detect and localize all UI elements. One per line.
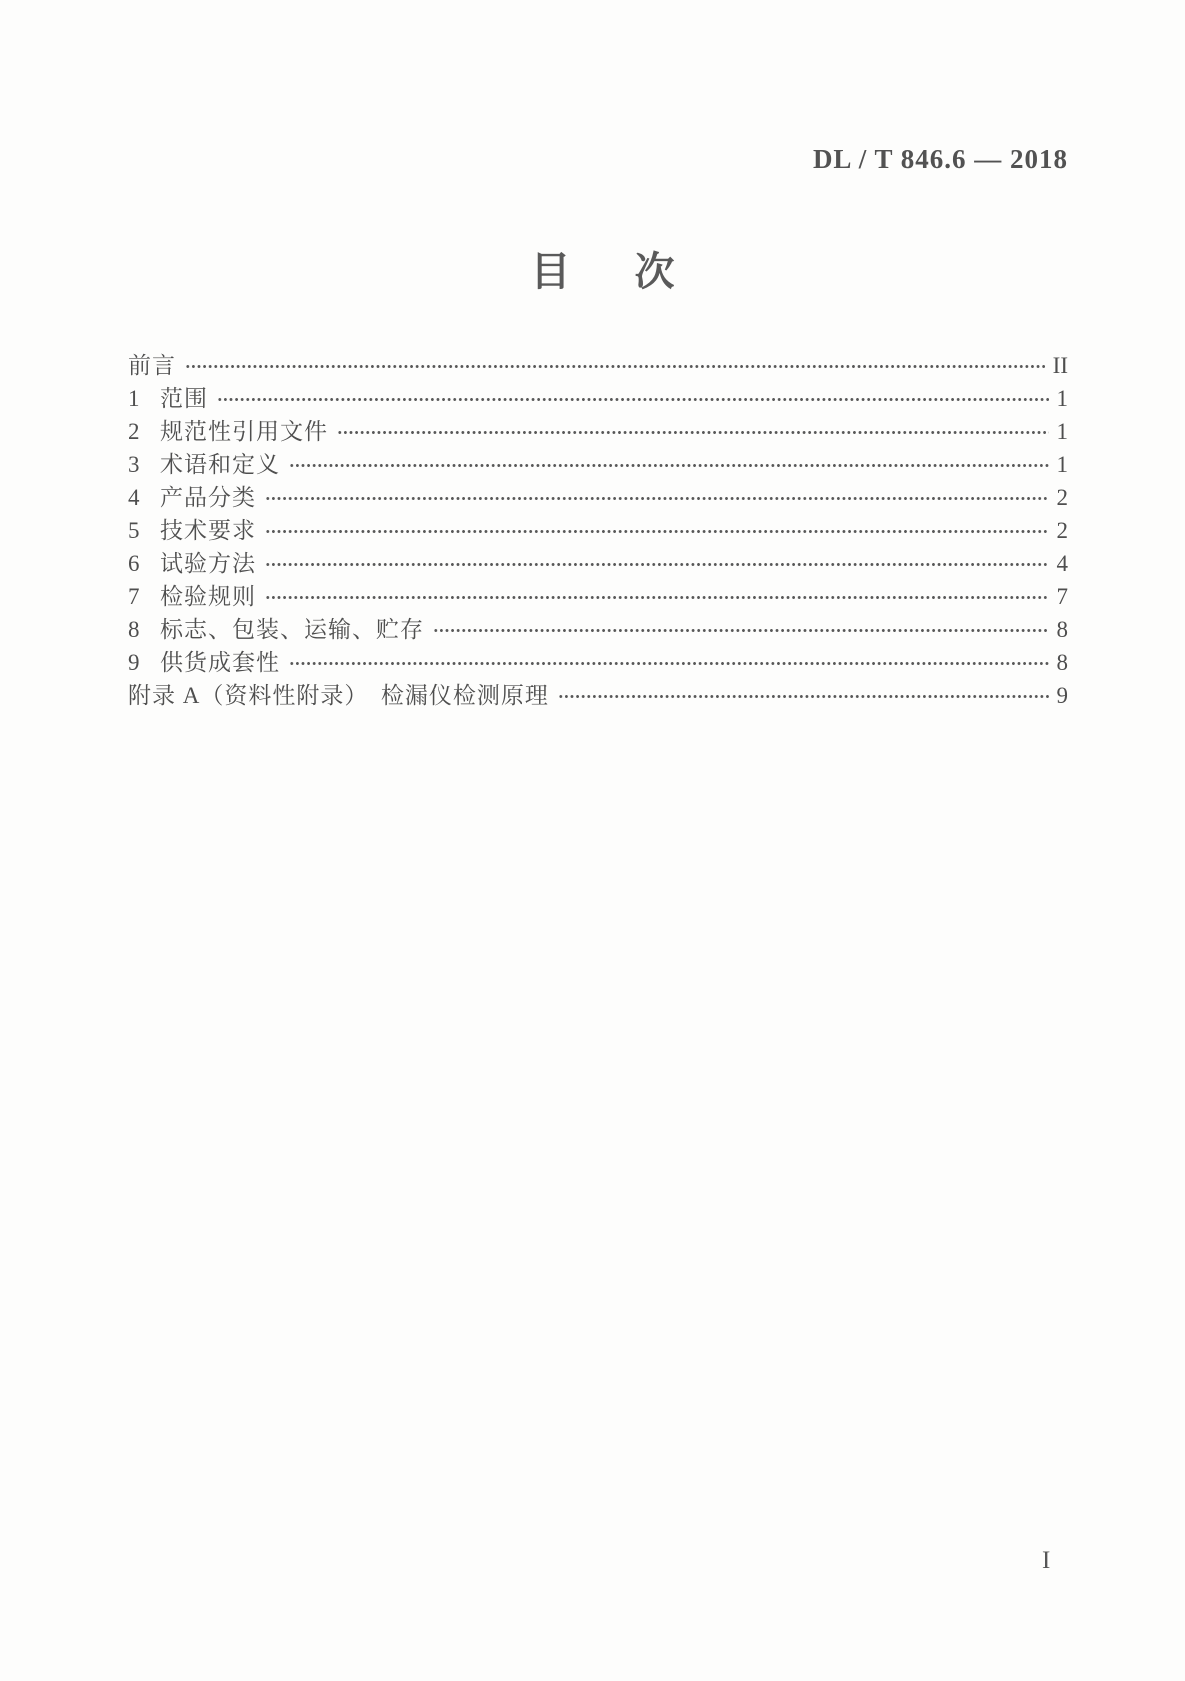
toc-entry-label: 术语和定义	[160, 452, 280, 477]
toc-entry	[128, 382, 1068, 415]
toc-leader-dots	[558, 679, 1049, 712]
toc-entry-number: 1	[128, 386, 140, 411]
toc-entry-label: 前言	[128, 353, 176, 378]
toc-leader-dots	[289, 448, 1049, 481]
toc-entry-number: 7	[128, 584, 140, 609]
page-title: 目 次	[530, 249, 687, 294]
toc-entry	[128, 349, 1068, 382]
toc-entry	[128, 646, 1068, 679]
toc-leader-dots	[265, 547, 1049, 580]
toc-entry-label: 产品分类	[160, 485, 256, 510]
toc-leader-dots	[217, 382, 1049, 415]
toc-entry-number: 8	[128, 617, 140, 642]
toc-entry-page: 8	[1056, 617, 1068, 642]
toc-entry-page: 1	[1056, 452, 1068, 477]
toc-entry-label: 供货成套性	[160, 650, 280, 675]
toc-entry-label: 规范性引用文件	[160, 419, 328, 444]
toc-entry-number: 6	[128, 551, 140, 576]
toc-leader-dots	[265, 580, 1049, 613]
toc-entry	[128, 415, 1068, 448]
toc-entry-number: 9	[128, 650, 140, 675]
toc-leader-dots	[265, 514, 1049, 547]
toc-leader-dots	[337, 415, 1049, 448]
toc-leader-dots	[185, 349, 1045, 382]
toc-entry-label: 标志、包装、运输、贮存	[160, 617, 424, 642]
toc-entry-page: 4	[1056, 551, 1068, 576]
toc-entry-number: 2	[128, 419, 140, 444]
toc-leader-dots	[433, 613, 1049, 646]
toc-entry-label: 试验方法	[160, 551, 256, 576]
toc-entry-page: 2	[1056, 518, 1068, 543]
toc-entry	[128, 547, 1068, 580]
page-number: I	[1042, 1547, 1051, 1574]
toc-leader-dots	[265, 481, 1049, 514]
toc-entry-page: II	[1052, 353, 1068, 378]
toc-entry-label: 技术要求	[160, 518, 256, 543]
toc-entry-number: 3	[128, 452, 140, 477]
toc-entry-page: 1	[1056, 386, 1068, 411]
standard-number: DL / T 846.6 — 2018	[812, 144, 1068, 174]
toc-entry	[128, 514, 1068, 547]
toc-entry-label: 范围	[160, 386, 208, 411]
toc-entry-label: 附录 A（资料性附录） 检漏仪检测原理	[128, 683, 549, 708]
toc-entry-page: 2	[1056, 485, 1068, 510]
toc-entry-number: 4	[128, 485, 140, 510]
toc-entry-page: 9	[1056, 683, 1068, 708]
toc-entry	[128, 481, 1068, 514]
toc-entry-label: 检验规则	[160, 584, 256, 609]
toc-entry-page: 7	[1056, 584, 1068, 609]
toc-leader-dots	[289, 646, 1049, 679]
toc-entry-page: 1	[1056, 419, 1068, 444]
toc-entry	[128, 613, 1068, 646]
toc-entry-number: 5	[128, 518, 140, 543]
toc-entry	[128, 679, 1068, 712]
toc-entry-page: 8	[1056, 650, 1068, 675]
toc-entry	[128, 448, 1068, 481]
toc-entry	[128, 580, 1068, 613]
table-of-contents	[128, 349, 1068, 712]
